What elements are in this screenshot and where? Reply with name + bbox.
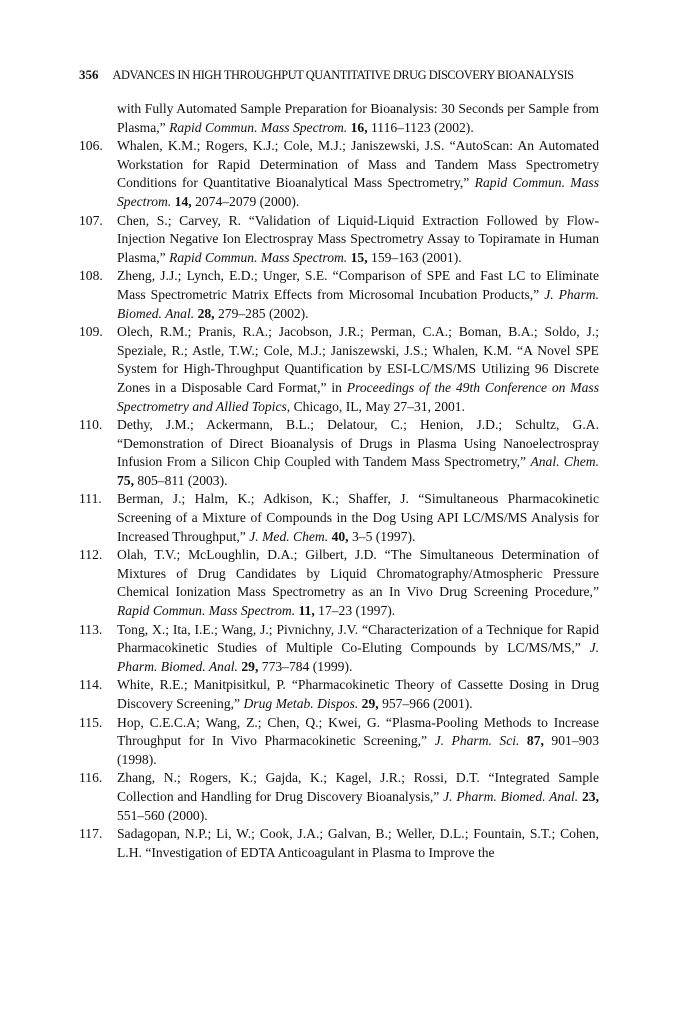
reference-pages: 805–811 (2003). [137, 472, 228, 488]
reference-pages: 159–163 (2001). [371, 249, 462, 265]
reference-text: Dethy, J.M.; Ackermann, B.L.; Delatour, C.; Henion, J.D.; Schultz, G.A. “Demonstration of Direct Bioanalysis of Drugs in Plasma Using Nanoelectrospray Infusion From a Silicon Chip Coupled with Tandem Mass Spectrometry,” [117, 417, 599, 470]
reference-journal: Rapid Commun. Mass Spectrom. [169, 249, 348, 265]
reference-number: 112. [79, 547, 103, 563]
reference-pages: , Chicago, IL, May 27–31, 2001. [286, 398, 466, 414]
reference-number: 106. [79, 138, 103, 154]
reference-108 [79, 267, 599, 323]
reference-text: Zheng, J.J.; Lynch, E.D.; Unger, S.E. “Comparison of SPE and Fast LC to Eliminate Mass Spectrometric Matrix Effects from Microsomal Incubation Products,” [117, 268, 599, 302]
reference-text: with Fully Automated Sample Preparation for Bioanalysis: 30 Seconds per Sample from Plasma,” [117, 101, 599, 135]
reference-text: Berman, J.; Halm, K.; Adkison, K.; Shaffer, J. “Simultaneous Pharmacokinetic Screening of a Mixture of Compounds in the Dog Using API LC/MS/MS Analysis for Increased Throughput,” [117, 491, 599, 544]
running-header [79, 67, 599, 83]
reference-volume: 75, [117, 472, 134, 488]
reference-journal: Proceedings of the 49th Conference on Mass Spectrometry and Allied Topics [117, 379, 599, 414]
reference-volume: 11, [298, 603, 315, 619]
reference-volume: 40, [331, 528, 349, 544]
reference-text: Tong, X.; Ita, I.E.; Wang, J.; Pivnichny, J.V. “Characterization of a Technique for Rapid Pharmacokinetic Studies of Multiple Co-Eluting Compounds by LC/MS/MS,” [117, 621, 599, 656]
reference-number: 110. [79, 417, 103, 433]
reference-106 [79, 137, 599, 211]
reference-number: 111. [79, 491, 102, 507]
reference-117 [79, 825, 599, 862]
reference-volume: 87, [526, 733, 544, 749]
reference-text: Sadagopan, N.P.; Li, W.; Cook, J.A.; Galvan, B.; Weller, D.L.; Fountain, S.T.; Cohen, L.H. “Investigation of EDTA Anticoagulant in Plasma to Improve the [117, 826, 599, 860]
reference-107 [79, 212, 599, 268]
reference-journal: J. Pharm. Biomed. Anal. [443, 788, 579, 804]
reference-volume: 14, [174, 193, 192, 209]
reference-text: Olah, T.V.; McLoughlin, D.A.; Gilbert, J.D. “The Simultaneous Determination of Mixtures of Drug Candidates by Liquid Chromatography/Atmospheric Pressure Chemical Ionization Mass Spectrometry as an In Vivo Drug Screening Procedure,” [117, 547, 599, 600]
reference-113 [79, 621, 599, 677]
reference-list [79, 100, 599, 862]
reference-number: 115. [79, 714, 103, 730]
reference-text: White, R.E.; Manitpisitkul, P. “Pharmacokinetic Theory of Cassette Dosing in Drug Discovery Screening,” [117, 677, 599, 711]
reference-number: 113. [79, 621, 103, 637]
reference-pages: 17–23 (1997). [318, 603, 396, 619]
reference-volume: 23, [582, 788, 599, 804]
reference-volume: 16, [350, 119, 368, 135]
reference-journal: J. Pharm. Biomed. Anal. [117, 640, 599, 674]
reference-journal: Anal. Chem. [530, 454, 600, 470]
reference-111 [79, 490, 599, 546]
reference-journal: Drug Metab. Dispos. [243, 696, 359, 711]
reference-volume: 29, [361, 696, 379, 711]
reference-text: Zhang, N.; Rogers, K.; Gajda, K.; Kagel, J.R.; Rossi, D.T. “Integrated Sample Collection and Handling for Drug Discovery Bioanalysis,” [117, 770, 599, 804]
reference-pages: 1116–1123 (2002). [371, 119, 474, 135]
reference-volume: 28, [197, 305, 215, 321]
reference-115 [79, 714, 599, 770]
reference-109 [79, 323, 599, 416]
reference-journal: Rapid Commun. Mass Spectrom. [117, 175, 599, 209]
reference-volume: 15, [350, 249, 368, 265]
reference-112 [79, 546, 599, 620]
reference-pages: 901–903 (1998). [117, 733, 599, 767]
reference-journal: Rapid Commun. Mass Spectrom. [117, 603, 296, 619]
reference-text: Chen, S.; Carvey, R. “Validation of Liquid-Liquid Extraction Followed by Flow-Injection Negative Ion Electrospray Mass Spectrometry Assay to Topiramate in Human Plasma,” [117, 212, 599, 265]
running-title: ADVANCES IN HIGH THROUGHPUT QUANTITATIVE DRUG DISCOVERY BIOANALYSIS [112, 68, 574, 82]
reference-number: 114. [79, 677, 103, 693]
reference-number: 116. [79, 770, 103, 786]
reference-number: 107. [79, 212, 103, 228]
reference-pages: 957–966 (2001). [382, 696, 473, 711]
reference-journal: J. Pharm. Sci. [434, 733, 520, 749]
reference-pages: 2074–2079 (2000). [195, 193, 300, 209]
reference-text: Whalen, K.M.; Rogers, K.J.; Cole, M.J.; Janiszewski, J.S. “AutoScan: An Automated Workstation for Rapid Determination of Mass and Tandem Mass Spectrometry Conditions for Quantitative Bioanalytical Mass Spectrometry,” [117, 138, 599, 191]
reference-number: 117. [79, 826, 103, 842]
reference-volume: 29, [241, 658, 259, 674]
reference-text: Olech, R.M.; Pranis, R.A.; Jacobson, J.R.; Perman, C.A.; Boman, B.A.; Soldo, J.; Speziale, R.; Astle, T.W.; Cole, M.J.; Janiszewski, J.S.; Whalen, K.M. “A Novel SPE System for High-Throughput Quantification by ESI-LC/MS/MS Utilizing 96 Discrete Zones in a Disposable Card Format,” in [117, 324, 599, 395]
reference-pages: 3–5 (1997). [351, 528, 416, 544]
page-number: 356 [79, 67, 99, 82]
reference-number: 109. [79, 324, 103, 340]
reference-114 [79, 676, 599, 713]
reference-journal: J. Med. Chem. [249, 528, 329, 544]
reference-number: 108. [79, 268, 103, 284]
reference-text: Hop, C.E.C.A; Wang, Z.; Chen, Q.; Kwei, G. “Plasma-Pooling Methods to Increase Throughput for In Vivo Pharmacokinetic Screening,” [117, 714, 599, 749]
reference-110 [79, 416, 599, 490]
reference-pages: 279–285 (2002). [217, 305, 309, 321]
reference-116 [79, 769, 599, 825]
reference-continuation [79, 100, 599, 137]
reference-pages: 773–784 (1999). [261, 658, 353, 674]
reference-journal: Rapid Commun. Mass Spectrom. [169, 119, 348, 135]
reference-journal: J. Pharm. Biomed. Anal. [117, 286, 599, 321]
reference-pages: 551–560 (2000). [117, 807, 208, 823]
